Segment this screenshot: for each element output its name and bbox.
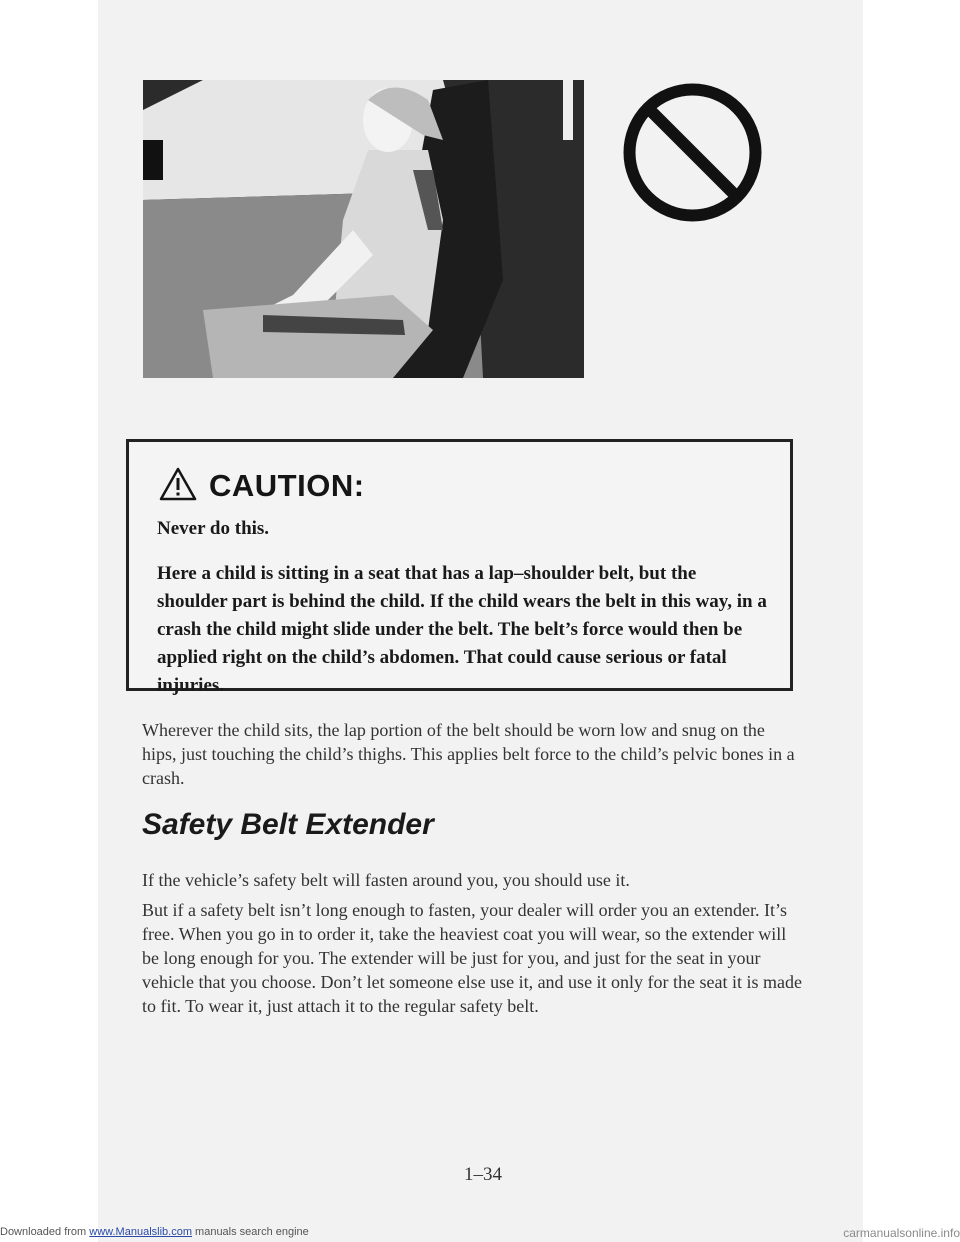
child-seat-drawing xyxy=(143,80,584,378)
caution-title: CAUTION: xyxy=(209,468,365,503)
caution-lead: Never do this. xyxy=(157,518,270,539)
extender-use-paragraph: If the vehicle’s safety belt will fasten around you, you should use it. xyxy=(142,870,630,890)
caution-heading xyxy=(159,464,365,508)
caution-box xyxy=(126,439,793,696)
watermark-suffix: manuals search engine xyxy=(191,1226,309,1238)
prohibition-icon xyxy=(620,80,765,225)
site-watermark: carmanualsonline.info xyxy=(843,1226,960,1240)
manualslib-link[interactable]: www.Manualslib.com xyxy=(89,1226,192,1238)
child-seat-illustration xyxy=(143,80,584,378)
warning-triangle-icon xyxy=(159,467,197,506)
section-heading: Safety Belt Extender xyxy=(142,808,434,841)
page-number: 1–34 xyxy=(464,1164,502,1185)
caution-body: Here a child is sitting in a seat that has a lap–shoulder belt, but the shoulder part is behind the child. If the child wears the belt in this way, in a crash the child might slide under the belt. The belt’s force would then be applied right on the child’s abdomen. That could cause serious or fatal injuries. xyxy=(157,563,767,696)
lap-portion-paragraph: Wherever the child sits, the lap portion of the belt should be worn low and snug on the hips, just touching the child’s thighs. This applies belt force to the child’s pelvic bones in a crash. xyxy=(142,720,795,788)
download-watermark xyxy=(0,1226,309,1238)
extender-order-paragraph: But if a safety belt isn’t long enough to fasten, your dealer will order you an extender. It’s free. When you go in to order it, take the heaviest coat you will wear, so the extender will be long enough for you. The extender will be just for you, and just for the seat in your vehicle that you choose. Don’t let someone else use it, and use it only for the seat it is made to fit. To wear it, just attach it to the regular safety belt. xyxy=(142,900,803,1016)
watermark-prefix: Downloaded from xyxy=(0,1226,90,1238)
